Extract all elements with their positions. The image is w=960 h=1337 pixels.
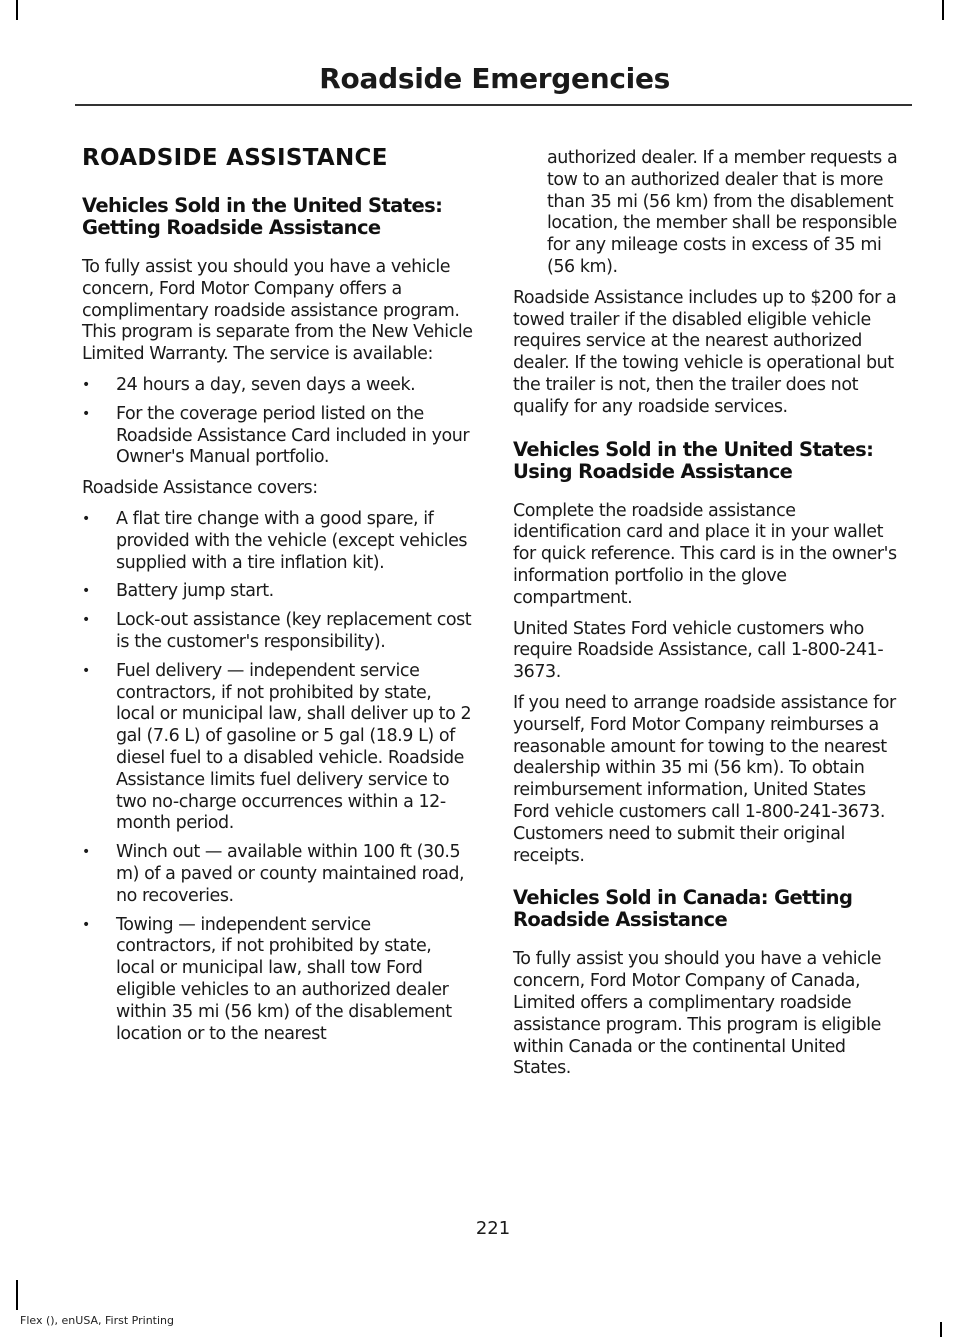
list-item: • Lock-out assistance (key replacement cost is the customer's responsibility). [82, 610, 474, 654]
towing-continued: authorized dealer. If a member requests a tow to an authorized dealer that is more than 35 mi (56 km) from the disablement location, the member shall be responsible for any mileage costs in excess of 35 mi (56 km). [547, 148, 898, 277]
list-item: • Battery jump start. [82, 581, 474, 603]
reimbursement-paragraph: If you need to arrange roadside assistance for yourself, Ford Motor Company reimburses a reasonable amount for towing to the nearest dealership within 35 mi (56 km). To obtain reimbursement information, United States Ford vehicle customers call 1-800-241-3673. Customers need to submit their original receipts. [513, 692, 896, 866]
page-number: 221 [475, 1218, 511, 1239]
crop-mark-top-right [942, 0, 944, 20]
crop-mark-top-left [16, 0, 18, 20]
heading-us-getting-assistance: Vehicles Sold in the United States: Getting Roadside Assistance [82, 194, 443, 239]
right-column [513, 148, 905, 1089]
footer-edition: Flex (), enUSA, First Printing [20, 1314, 174, 1327]
section-main-title: ROADSIDE ASSISTANCE [82, 145, 388, 171]
covers-label: Roadside Assistance covers: [82, 478, 318, 499]
trailer-paragraph: Roadside Assistance includes up to $200 for a towed trailer if the disabled eligible vehicle requires service at the nearest authorized dealer. If the towing vehicle is operational but the trailer is not, then the trailer does not qualify for any roadside services. [513, 287, 897, 417]
list-item: • 24 hours a day, seven days a week. [82, 375, 474, 397]
heading-us-using-assistance: Vehicles Sold in the United States: Using Roadside Assistance [513, 437, 874, 483]
page-header-title: Roadside Emergencies [319, 62, 670, 95]
heading-canada-getting-assistance: Vehicles Sold in Canada: Getting Roadside Assistance [513, 886, 853, 932]
list-item: • For the coverage period listed on the Roadside Assistance Card included in your Owner's Manual portfolio. [82, 404, 474, 469]
canada-paragraph: To fully assist you should you have a vehicle concern, Ford Motor Company of Canada, Limited offers a complimentary roadside assistance program. This program is eligible within Canada or the continental United States. [513, 949, 882, 1079]
availability-list [82, 375, 474, 469]
list-item: • A flat tire change with a good spare, if provided with the vehicle (except vehicles supplied with a tire inflation kit). [82, 509, 474, 574]
header-divider [75, 104, 912, 106]
left-column [82, 145, 474, 1054]
list-item: • Winch out — available within 100 ft (30.5 m) of a paved or county maintained road, no recoveries. [82, 842, 474, 907]
list-item: • Towing — independent service contractors, if not prohibited by state, local or municipal law, shall tow Ford eligible vehicles to an authorized dealer within 35 mi (56 km) of the disablement location or to the nearest [82, 915, 474, 1046]
crop-mark-bottom-right [940, 1322, 942, 1337]
crop-mark-bottom-left [16, 1280, 18, 1310]
intro-paragraph: To fully assist you should you have a vehicle concern, Ford Motor Company offers a complimentary roadside assistance program. This program is separate from the New Vehicle Limited Warranty. The service is available: [82, 257, 473, 365]
card-paragraph: Complete the roadside assistance identification card and place it in your wallet for quick reference. This card is in the owner's information portfolio in the glove compartment. [513, 500, 897, 608]
call-paragraph: United States Ford vehicle customers who require Roadside Assistance, call 1-800-241-3673. [513, 618, 884, 683]
coverage-list [82, 509, 474, 1045]
list-item: • Fuel delivery — independent service contractors, if not prohibited by state, local or municipal law, shall deliver up to 2 gal (7.6 L) of gasoline or 5 gal (18.9 L) of diesel fuel to a disabled vehicle. Roadside Assistance limits fuel delivery service to two no-charge occurrences within a 12-month period. [82, 661, 474, 835]
